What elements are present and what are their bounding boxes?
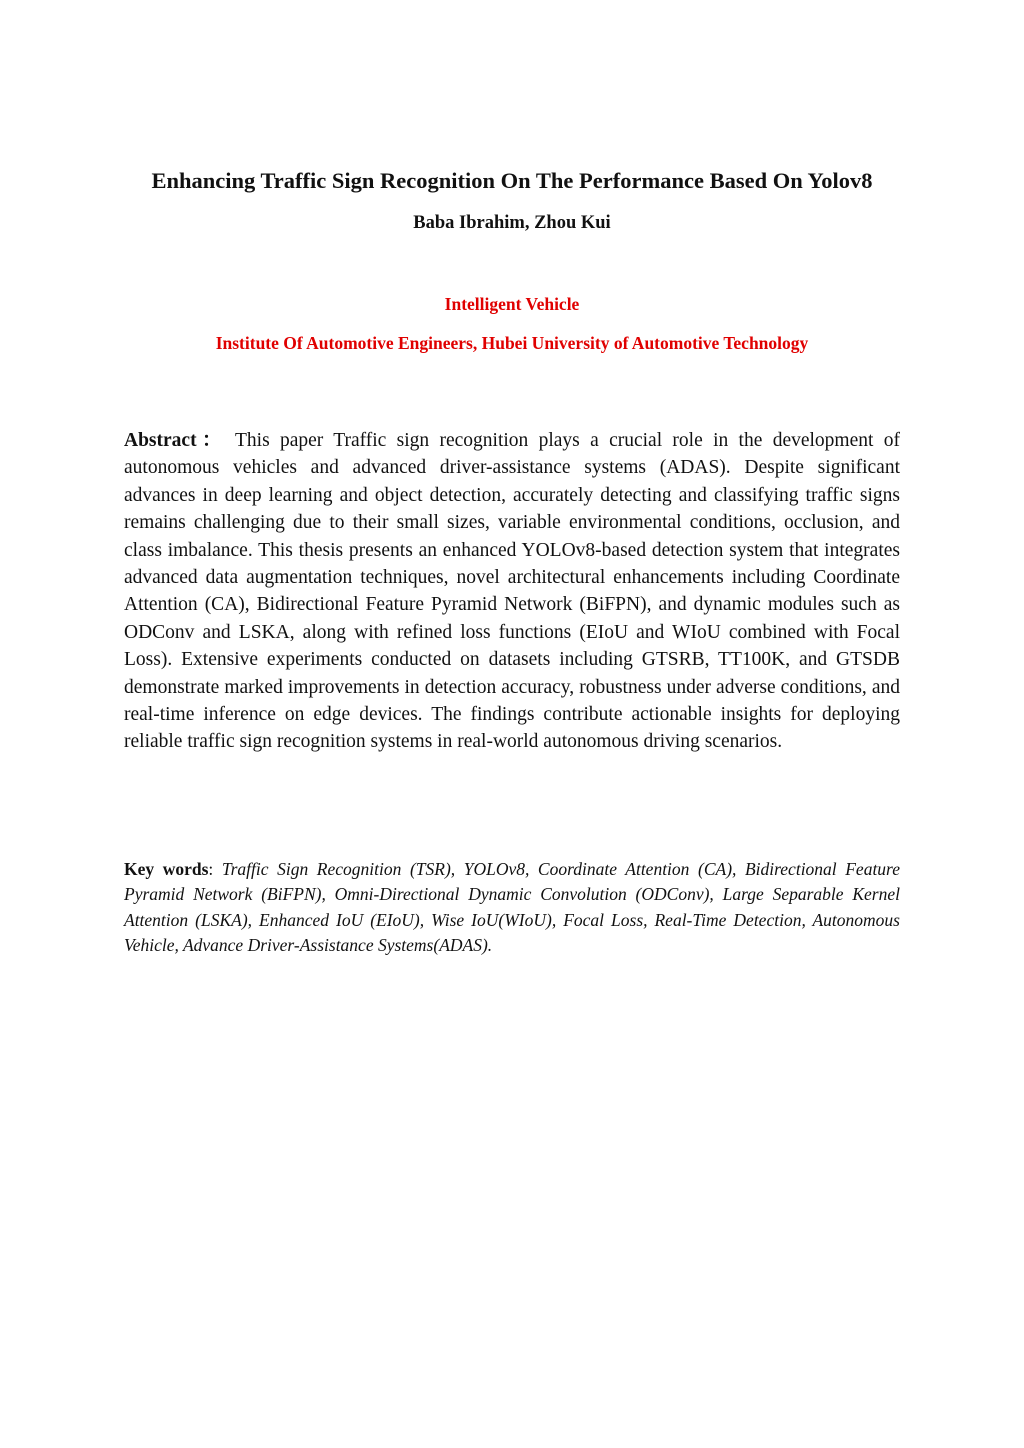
- abstract-label: Abstract: [124, 430, 197, 451]
- paper-authors: Baba Ibrahim, Zhou Kui: [413, 213, 611, 233]
- keywords-separator: :: [208, 859, 222, 879]
- abstract-section: [124, 427, 900, 756]
- abstract-body: This paper Traffic sign recognition plays a crucial role in the development of autonomous vehicles and advanced driver-assistance systems (ADAS). Despite significant advances in deep learning and object detection, accurately detecting and classifying traffic signs remains challenging due to their small sizes, variable environmental conditions, occlusion, and class imbalance. This thesis presents an enhanced YOLOv8-based detection system that integrates advanced data augmentation techniques, novel architectural enhancements including Coordinate Attention (CA), Bidirectional Feature Pyramid Network (BiFPN), and dynamic modules such as ODConv and LSKA, along with refined loss functions (EIoU and WIoU combined with Focal Loss). Extensive experiments conducted on datasets including GTSRB, TT100K, and GTSDB demonstrate marked improvements in detection accuracy, robustness under adverse conditions, and real-time inference on edge devices. The findings contribute actionable insights for deploying reliable traffic sign recognition systems in real-world autonomous driving scenarios.: [124, 430, 900, 753]
- keywords-section: [124, 857, 900, 959]
- abstract-colon: ：: [196, 430, 227, 451]
- keywords-label: Key words: [124, 859, 209, 879]
- keywords-list: Traffic Sign Recognition (TSR), YOLOv8, Coordinate Attention (CA), Bidirectional Feature Pyramid Network (BiFPN), Omni-Directional Dynamic Convolution (ODConv), Large Separable Kernel Attention (LSKA), Enhanced IoU (EIoU), Wise IoU(WIoU), Focal Loss, Real-Time Detection, Autonomous Vehicle, Advance Driver-Assistance Systems(ADAS).: [124, 859, 900, 956]
- affiliation-institution: Institute Of Automotive Engineers, Hubei University of Automotive Technology: [215, 333, 809, 353]
- affiliation-department: Intelligent Vehicle: [444, 294, 580, 314]
- paper-title: Enhancing Traffic Sign Recognition On The Performance Based On Yolov8: [151, 168, 873, 193]
